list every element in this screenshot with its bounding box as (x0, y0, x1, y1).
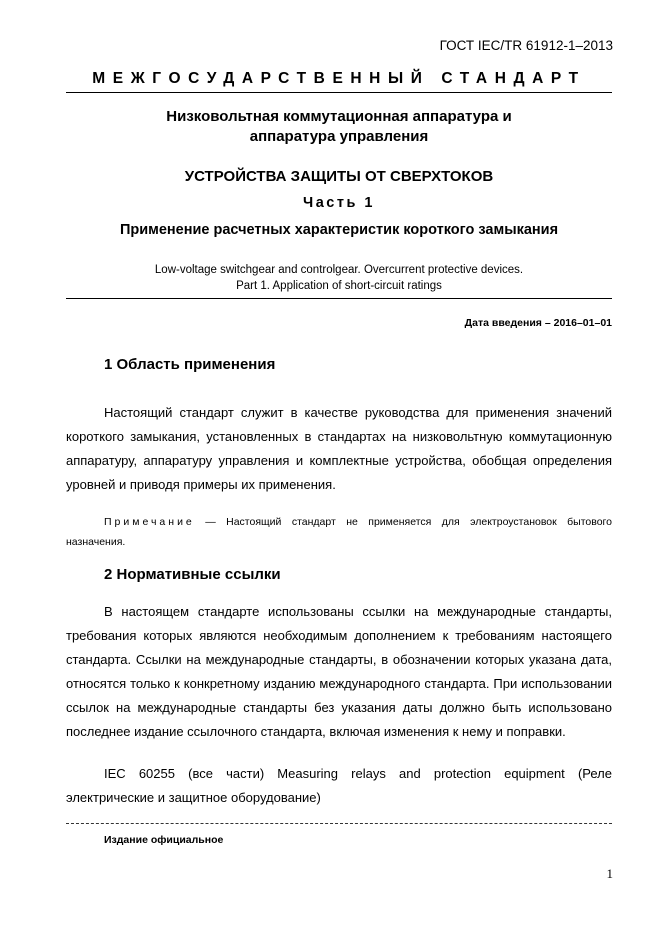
section-2-heading: 2 Нормативные ссылки (104, 566, 281, 583)
header-rule (66, 92, 612, 93)
english-title-line-2: Part 1. Application of short-circuit ratings (236, 279, 442, 292)
standard-code: ГОСТ IEC/TR 61912-1–2013 (439, 38, 613, 53)
section-2-reference: IEC 60255 (все части) Measuring relays and protection equipment (Реле электрические и защитное оборудование) (66, 766, 612, 805)
section-1-paragraph: Настоящий стандарт служит в качестве руководства для применения значений короткого замыкания, установленных в стандартах на низковольтную коммутационную аппаратуру, аппаратуру управления и комплектные устройства, обобщая определения уровней и приводя примеры их применения. (66, 405, 612, 492)
english-title-line-1: Low-voltage switchgear and controlgear. Overcurrent protective devices. (154, 264, 524, 276)
intro-date: Дата введения – 2016–01–01 (464, 317, 612, 329)
part-title: Часть 1 (303, 195, 375, 211)
interstate-standard-label: МЕЖГОСУДАРСТВЕННЫЙ СТАНДАРТ (92, 70, 586, 87)
title-line-2: аппаратура управления (249, 128, 429, 145)
page-number: 1 (606, 866, 613, 881)
title-rule (66, 298, 612, 299)
section-1-heading: 1 Область применения (104, 356, 276, 373)
main-title: УСТРОЙСТВА ЗАЩИТЫ ОТ СВЕРХТОКОВ (184, 168, 494, 185)
section-2-paragraph: В настоящем стандарте использованы ссылки на международные стандарты, требования которых являются необходимым дополнением к требованиям настоящего стандарта. Ссылки на международные стандарты, в обозначении которых указана дата, относятся только к конкретному изданию международного стандарта. При использовании ссылок на международные стандарты без указания даты должно быть использовано последнее издание ссылочного стандарта, включая изменения к нему и поправки. (66, 604, 612, 739)
title-line-1: Низковольтная коммутационная аппаратура и (166, 108, 512, 125)
note-text: — Настоящий стандарт не применяется для электроустановок бытового назначения. (66, 516, 612, 548)
footer-rule (66, 823, 612, 824)
english-title (66, 263, 612, 294)
section-1-note (66, 512, 612, 552)
official-edition: Издание официальное (104, 834, 224, 846)
title-block (66, 107, 612, 147)
note-label: Примечание (104, 516, 195, 528)
subtitle: Применение расчетных характеристик короткого замыкания (119, 222, 559, 238)
